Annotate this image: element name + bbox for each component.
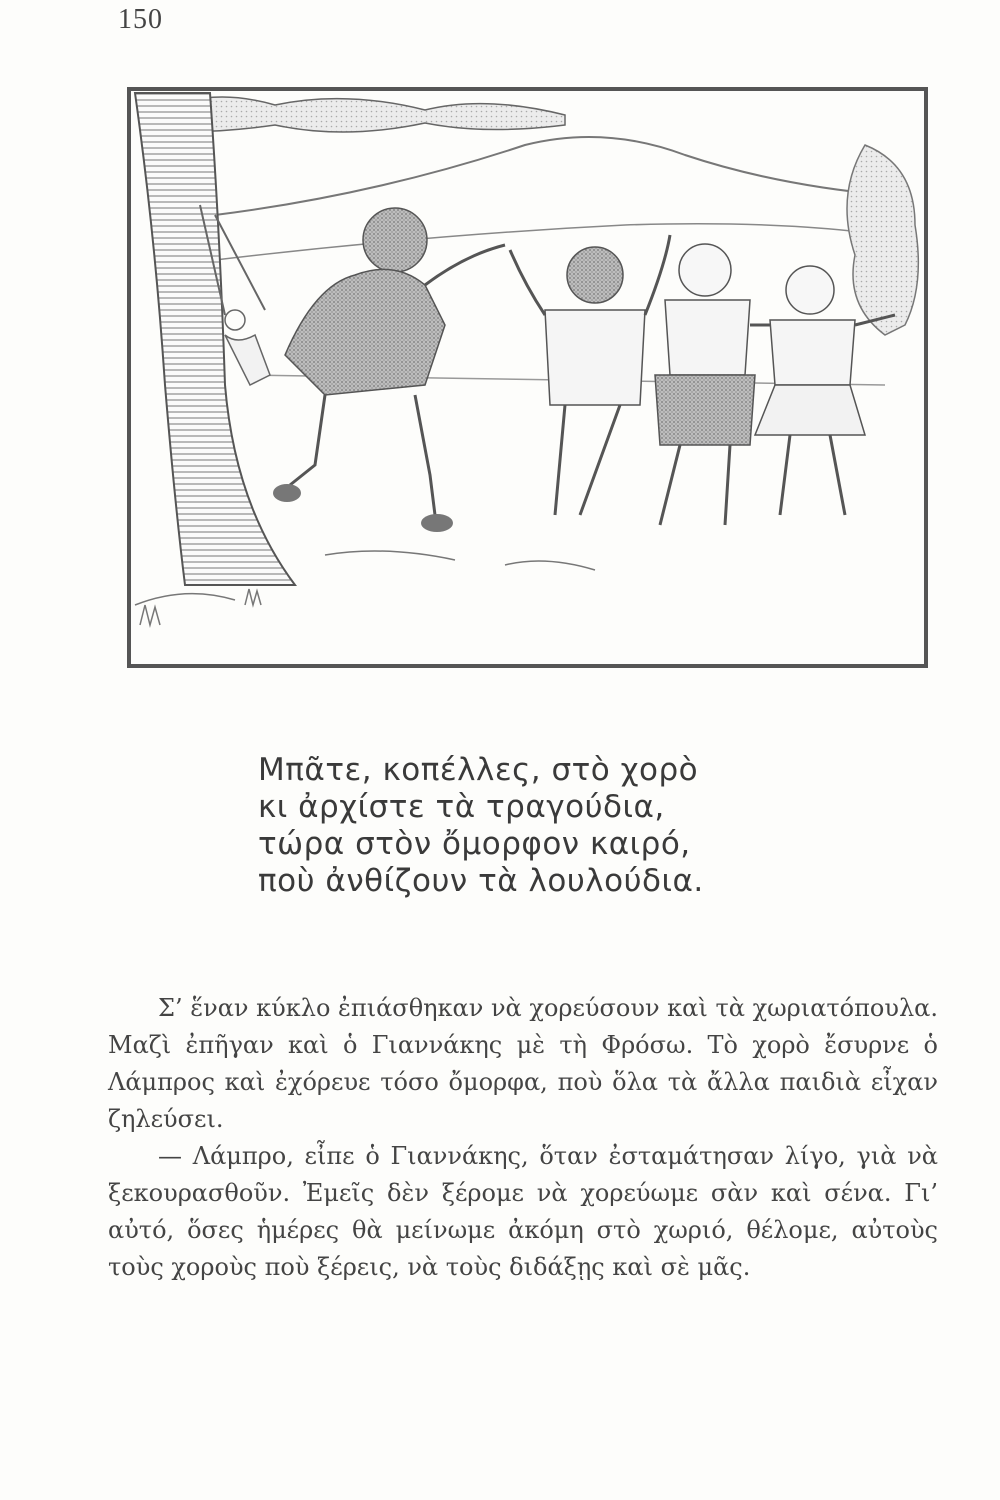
poem-line: κι ἀρχίστε τὰ τραγούδια,	[258, 789, 665, 825]
poem-line: τώρα στὸν ὄμορφον καιρό,	[258, 826, 691, 862]
page-number: 150	[118, 4, 163, 35]
paragraph: — Λάμπρο, εἶπε ὁ Γιαννάκης, ὅταν ἐσταμάτησαν λίγο, γιὰ νὰ ξεκουρασθοῦν. Ἐμεῖς δὲν ξέρομε νὰ χορεύωμε σὰν καὶ σένα. Γι’ αὐτό, ὅσες ἡμέρες θὰ μείνωμε ἀκόμη στὸ χωριό, θέλομε, αὐτοὺς τοὺς χοροὺς ποὺ ξέρεις, νὰ τοὺς διδάξῃς καὶ σὲ μᾶς.	[108, 1142, 938, 1281]
paragraph: Σ’ ἕναν κύκλο ἐπιάσθηκαν νὰ χορεύσουν καὶ τὰ χωριατόπουλα. Μαζὶ ἐπῆγαν καὶ ὁ Γιαννάκης μὲ τὴ Φρόσω. Τὸ χορὸ ἔσυρνε ὁ Λάμπρος καὶ ἐχόρευε τόσο ὄμορφα, ποὺ ὅλα τὰ ἄλλα παιδιὰ εἶχαν ζηλεύσει.	[108, 994, 938, 1133]
poem	[258, 752, 704, 900]
poem-line: Μπᾶτε, κοπέλλες, στὸ χορὸ	[258, 752, 699, 788]
children-dancing-illustration	[125, 85, 930, 670]
poem-line: ποὺ ἀνθίζουν τὰ λουλούδια.	[258, 863, 704, 899]
prose-text	[108, 990, 938, 1286]
